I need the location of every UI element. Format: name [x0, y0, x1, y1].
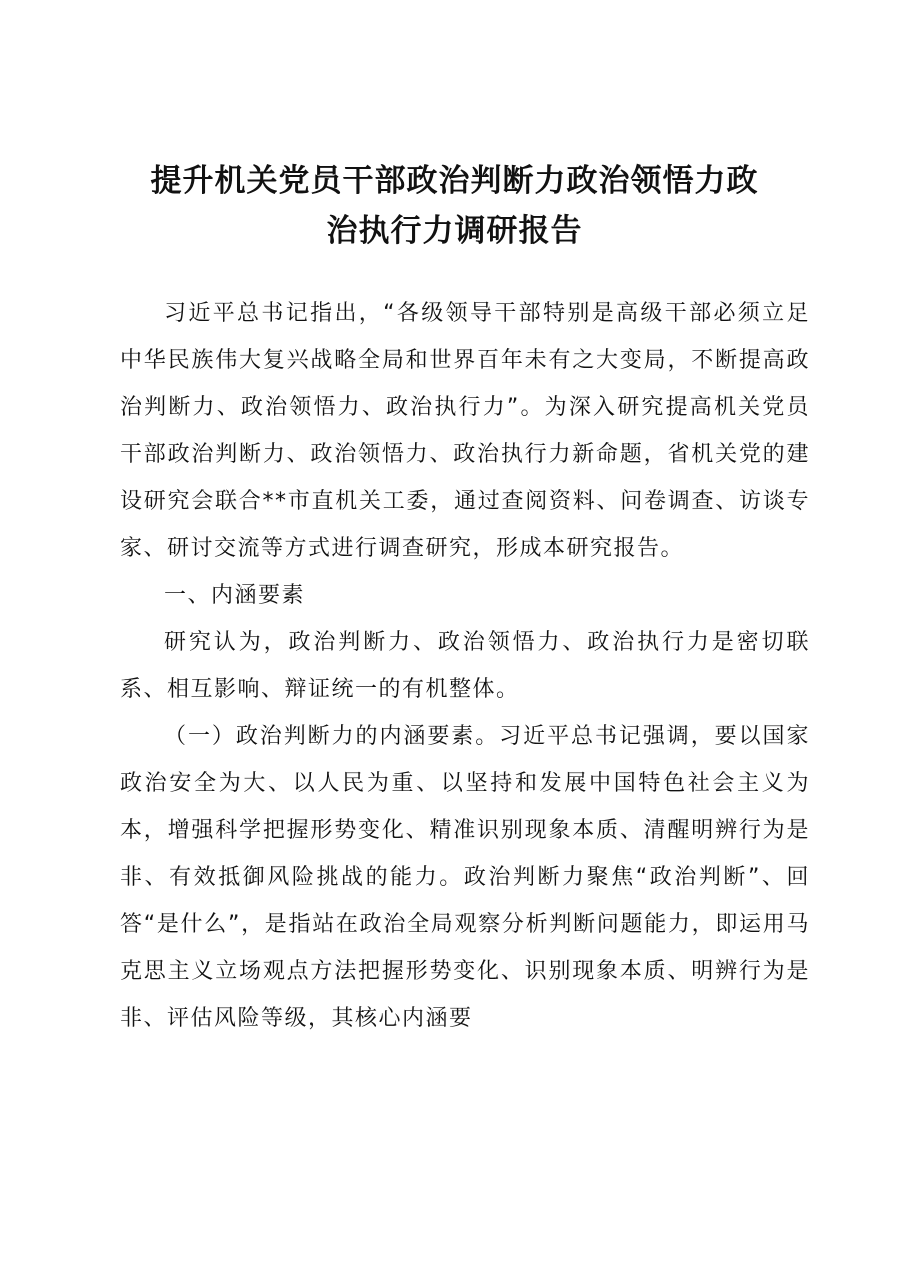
section-heading: 一、内涵要素 [164, 583, 306, 608]
summary-paragraph: 研究认为，政治判断力、政治领悟力、政治执行力是密切联系、相互影响、辩证统一的有机整体。 [120, 630, 810, 702]
intro-paragraph: 习近平总书记指出，“各级领导干部特别是高级干部必须立足中华民族伟大复兴战略全局和世界百年未有之大变局，不断提高政治判断力、政治领悟力、政治执行力”。为深入研究提高机关党员干部政治判断力、政治领悟力、政治执行力新命题，省机关党的建设研究会联合**市直机关工委，通过查阅资料、问卷调查、访谈专家、研讨交流等方式进行调查研究，形成本研究报告。 [120, 301, 810, 561]
title-line-2: 治执行力调研报告 [326, 213, 583, 249]
title-line-1: 提升机关党员干部政治判断力政治领悟力政 [150, 163, 759, 199]
document-body [120, 290, 810, 1042]
document-title [100, 156, 809, 256]
judgment-paragraph: （一）政治判断力的内涵要素。习近平总书记强调，要以国家政治安全为大、以人民为重、以坚持和发展中国特色社会主义为本，增强科学把握形势变化、精准识别现象本质、清醒明辨行为是非、有效抵御风险挑战的能力。政治判断力聚焦“政治判断”、回答“是什么”，是指站在政治全局观察分析判断问题能力，即运用马克思主义立场观点方法把握形势变化、识别现象本质、明辨行为是非、评估风险等级，其核心内涵要 [120, 724, 810, 1031]
